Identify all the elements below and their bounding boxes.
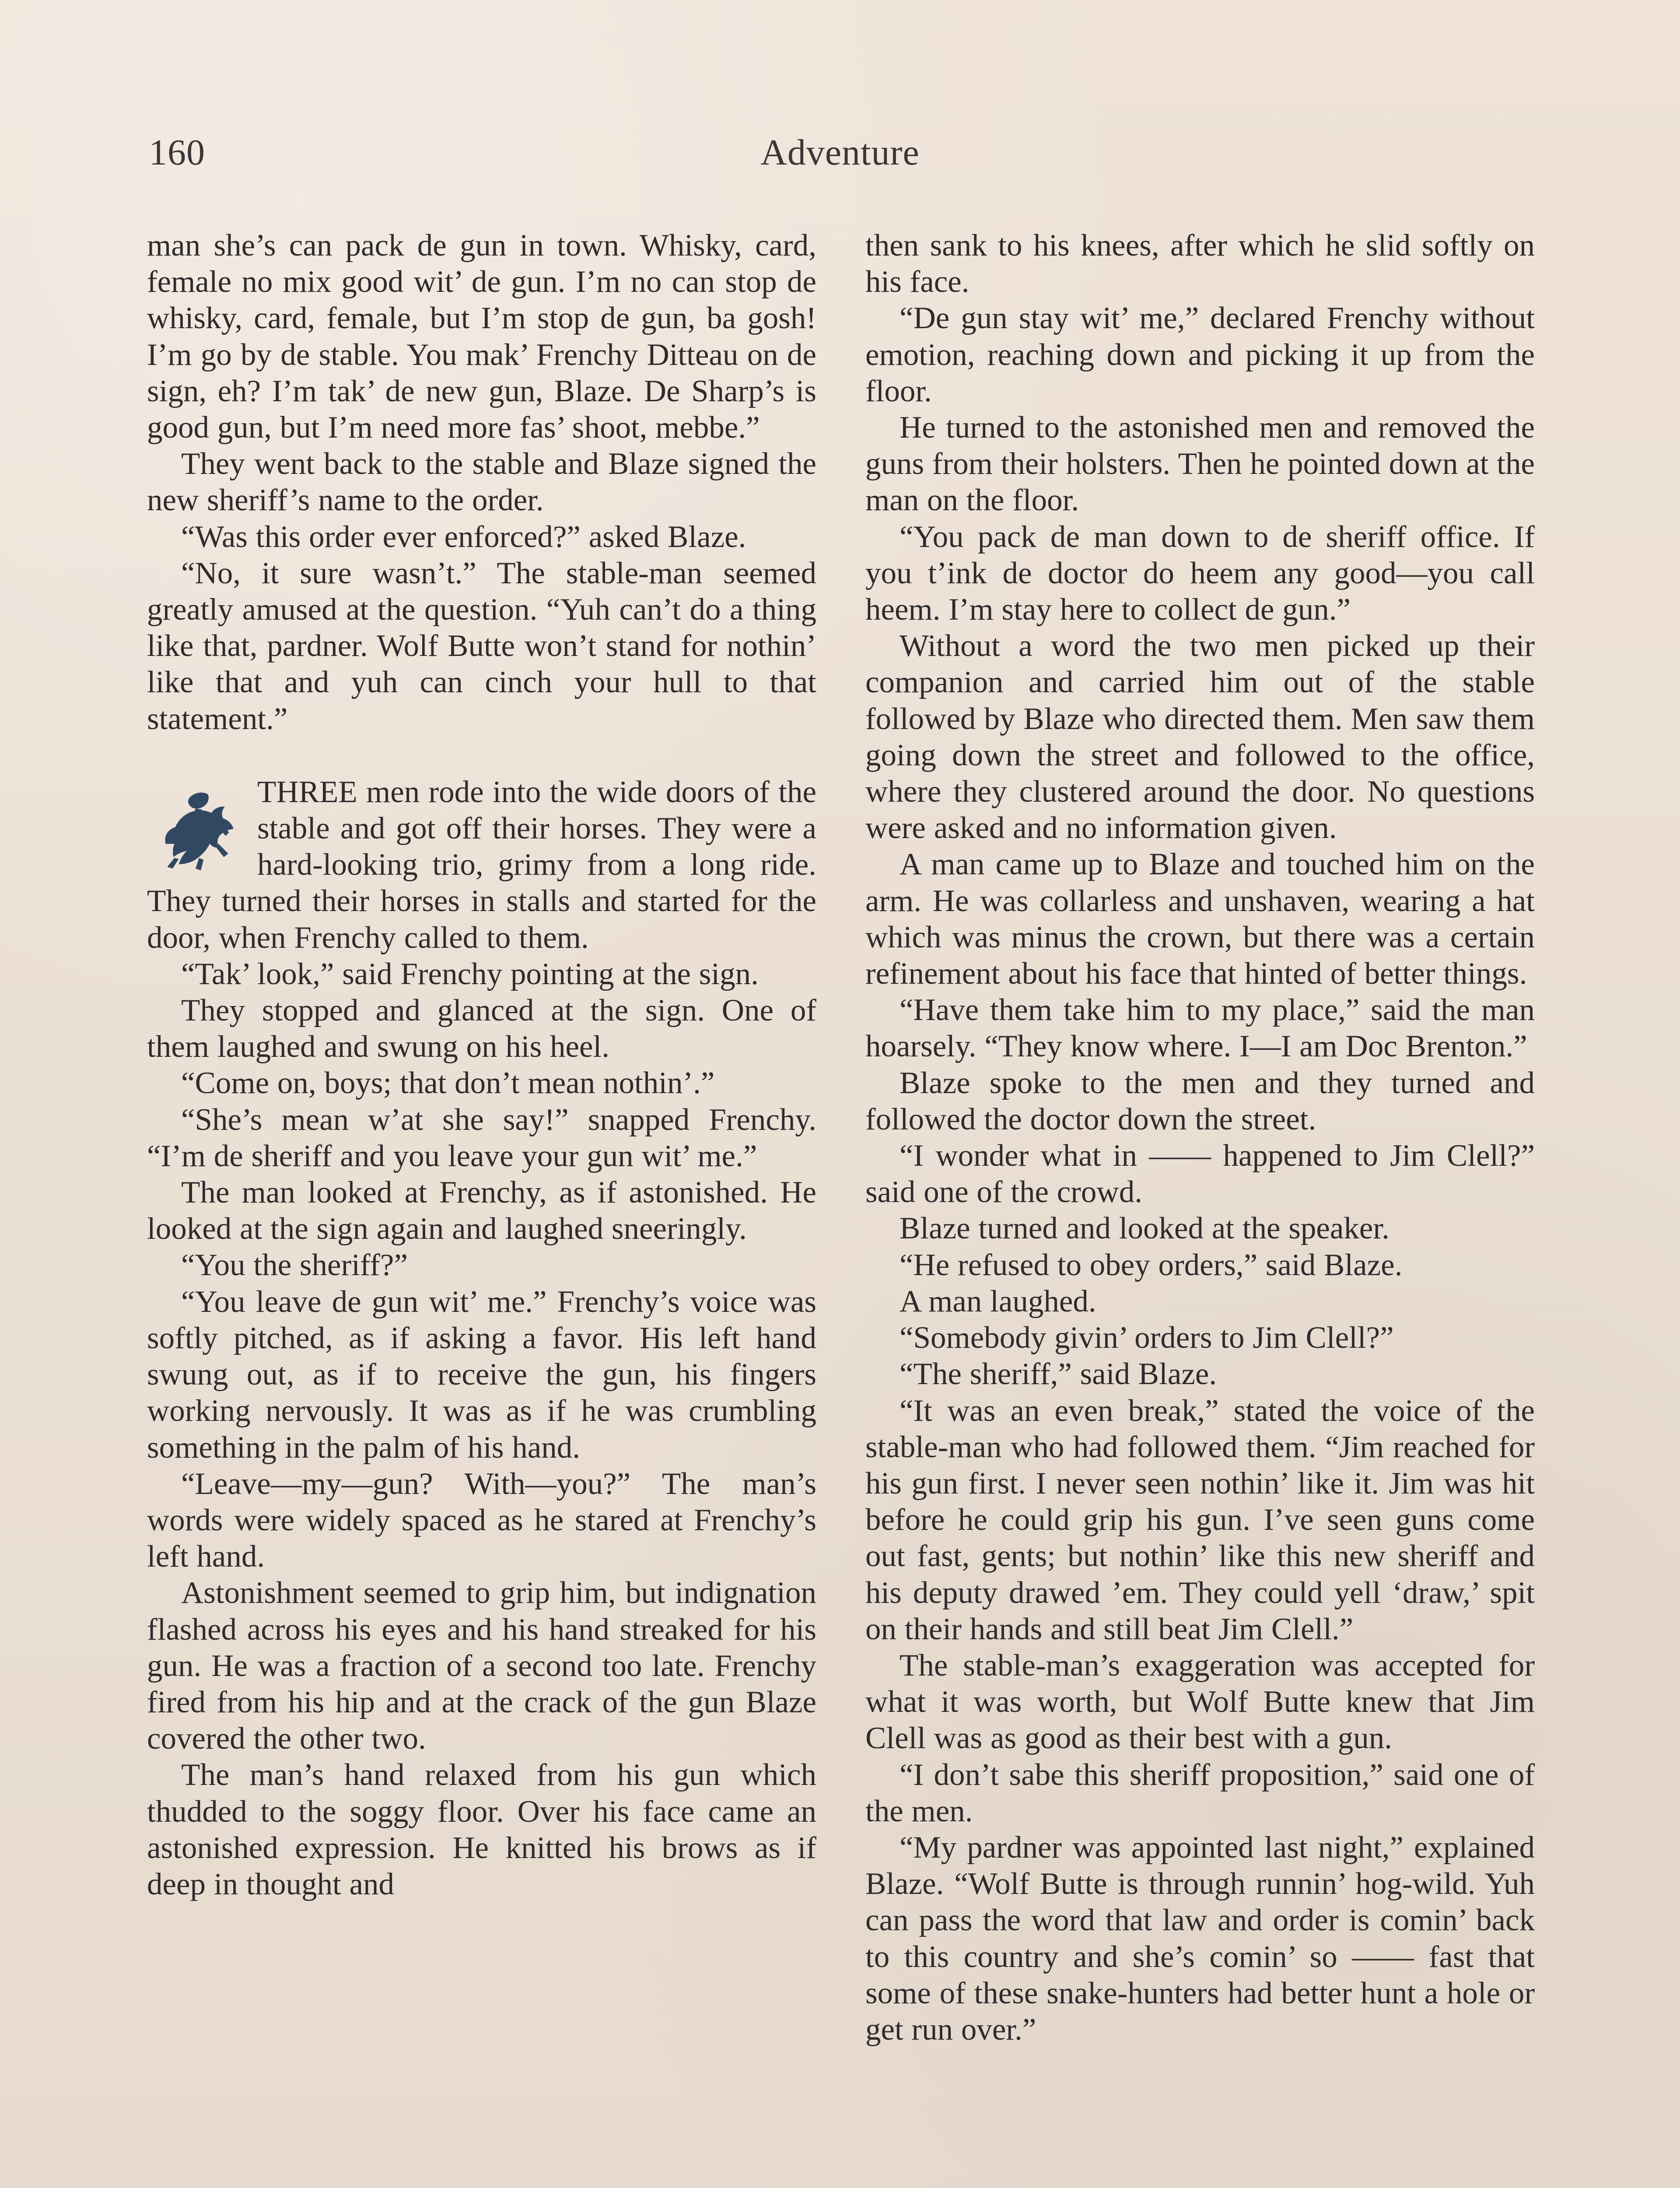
paragraph: “The sheriff,” said Blaze. (900, 1357, 1217, 1392)
paragraph: The stable-man’s exaggeration was accepted for what it was worth, but Wolf Butte knew that Jim Clell was as good as their best with a gun. (865, 1648, 1535, 1756)
paragraph: “He refused to obey orders,” said Blaze. (900, 1248, 1403, 1282)
paragraph: The man looked at Frenchy, as if astonished. He looked at the sign again and laughed sneeringly. (147, 1175, 816, 1246)
paragraph-text: THREE men rode into the wide doors of the stable and got off their horses. They were a hard-looking trio, grimy from a long ride. They turned their horses in stalls and started for the door, when Frenchy called to them. (147, 775, 816, 955)
text-columns (147, 228, 1535, 2188)
paragraph: “Leave—my—gun? With—you?” The man’s words were widely spaced as he stared at Frenchy’s left hand. (147, 1466, 816, 1574)
paragraph: “You pack de man down to de sheriff office. If you t’ink de doctor do heem any good—you call heem. I’m stay here to collect de gun.” (865, 519, 1535, 627)
paragraph: “My pardner was appointed last night,” explained Blaze. “Wolf Butte is through runnin’ hog-wild. Yuh can pass the word that law and order is comin’ back to this country and she’s comin’ so —— fast that some of these snake-hunters had better hunt a hole or get run over.” (865, 1830, 1535, 2047)
paragraph: Without a word the two men picked up their companion and carried him out of the stable followed by Blaze who directed them. Men saw them going down the street and followed to the office, where they clustered around the door. No questions were asked and no information given. (865, 629, 1535, 845)
page-number: 160 (149, 132, 205, 173)
paragraph: Blaze turned and looked at the speaker. (900, 1211, 1390, 1246)
paragraph: “You the sheriff?” (181, 1248, 408, 1283)
paragraph: “Was this order ever enforced?” asked Blaze. (181, 519, 746, 554)
paragraph: “I don’t sabe this sheriff proposition,” said one of the men. (865, 1757, 1535, 1828)
paragraph: man she’s can pack de gun in town. Whisky, card, female no mix good wit’ de gun. I’m no can stop de whisky, card, female, but I’m stop de gun, ba gosh! I’m go by de stable. You mak’ Frenchy Ditteau on de sign, eh? I’m tak’ de new gun, Blaze. De Sharp’s is good gun, but I’m need more fas’ shoot, mebbe.” (147, 228, 816, 445)
right-column (865, 228, 1535, 2188)
paragraph: A man came up to Blaze and touched him on the arm. He was collarless and unshaven, wearing a hat which was minus the crown, but there was a certain refinement about his face that hinted of better things. (865, 847, 1535, 991)
paragraph: “I wonder what in —— happened to Jim Clell?” said one of the crowd. (865, 1139, 1535, 1210)
paragraph: They went back to the stable and Blaze signed the new sheriff’s name to the order. (147, 447, 816, 518)
paragraph: “You leave de gun wit’ me.” Frenchy’s voice was softly pitched, as if asking a favor. His left hand swung out, as if to receive the gun, his fingers working nervously. It was as if he was crumbling something in the palm of his hand. (147, 1284, 816, 1465)
paragraph: “No, it sure wasn’t.” The stable-man seemed greatly amused at the question. “Yuh can’t do a thing like that, pardner. Wolf Butte won’t stand for nothin’ like that and yuh can cinch your hull to that statement.” (147, 556, 816, 736)
paragraph: Astonishment seemed to grip him, but indignation flashed across his eyes and his hand streaked for his gun. He was a fraction of a second too late. Frenchy fired from his hip and at the crack of the gun Blaze covered the other two. (147, 1576, 816, 1756)
paragraph: A man laughed. (900, 1284, 1096, 1318)
page-header (149, 131, 1531, 184)
horse-rider-ornament-icon (147, 778, 246, 875)
paragraph: Blaze spoke to the men and they turned and followed the doctor down the street. (865, 1066, 1535, 1136)
paragraph: “De gun stay wit’ me,” declared Frenchy without emotion, reaching down and picking it up from the floor. (865, 301, 1535, 408)
paragraph: “Come on, boys; that don’t mean nothin’.” (181, 1066, 715, 1101)
running-head: Adventure (760, 132, 920, 173)
paragraph: “Somebody givin’ orders to Jim Clell?” (900, 1321, 1394, 1355)
section-opening-paragraph (147, 774, 816, 956)
paragraph: “It was an even break,” stated the voice of the stable-man who had followed them. “Jim reached for his gun first. I never seen nothin’ like it. Jim was hit before he could grip his gun. I’ve seen guns come out fast, gents; but nothin’ like this new sheriff and his deputy drawed ’em. They could yell ‘draw,’ spit on their hands and still beat Jim Clell.” (865, 1393, 1535, 1646)
left-column (147, 228, 816, 2188)
paragraph: He turned to the astonished men and removed the guns from their holsters. Then he pointed down at the man on the floor. (865, 410, 1535, 518)
paragraph: “She’s mean w’at she say!” snapped Frenchy. “I’m de sheriff and you leave your gun wit’ me.” (147, 1102, 816, 1173)
paragraph: “Tak’ look,” said Frenchy pointing at the sign. (181, 957, 759, 991)
paragraph: The man’s hand relaxed from his gun which thudded to the soggy floor. Over his face came an astonished expression. He knitted his brows as if deep in thought and (147, 1758, 816, 1901)
paragraph: They stopped and glanced at the sign. One of them laughed and swung on his heel. (147, 993, 816, 1064)
paragraph: “Have them take him to my place,” said the man hoarsely. “They know where. I—I am Doc Brenton.” (865, 993, 1535, 1064)
section-break (147, 737, 816, 774)
paragraph: then sank to his knees, after which he slid softly on his face. (865, 228, 1535, 299)
